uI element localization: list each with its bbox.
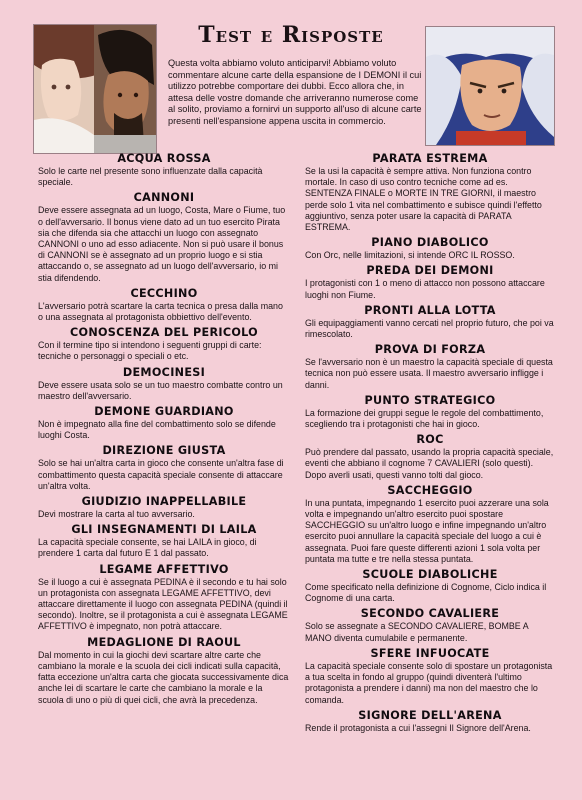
entry-title: DEMONE GUARDIANO: [94, 405, 234, 419]
entry-title: PROVA DI FORZA: [374, 343, 486, 357]
entry-text: Se la usi la capacità è sempre attiva. Non funziona contro mortale. In caso di uso contro tecniche come ad es. SENTENZA FINALE o MORTE IN TRE GIORNI, il maestro perde solo 1 vita nel combattimento e subisce quindi l'effetto aggiuntivo, senza poter usare la capacità di PARATA ESTREMA.: [305, 166, 542, 233]
entry-title: CECCHINO: [130, 286, 198, 300]
entry-gli-insegnamenti-di-laila: [38, 523, 290, 559]
entry-giudizio-inappellabile: [38, 495, 290, 520]
entry-saccheggio: [305, 484, 555, 565]
entry-title: GLI INSEGNAMENTI DI LAILA: [71, 523, 257, 537]
entry-title: DEMOCINESI: [122, 365, 206, 379]
entry-text: Deve essere assegnata ad un luogo, Costa, Mare o Fiume, tuo o dell'avversario. Il bonus viene dato ad un tuo esercito Pirata sia che difenda sia che attacchi un luogo con assegnato CANNONI o uno ad esso adiacente. Non si può usare il bonus di CANNONI se è assegnato ad un proprio luogo e si stia attaccando o, se assegnato ad un luogo dell'avversario, io mi stia difendendo.: [38, 205, 286, 283]
intro-paragraph: Questa volta abbiamo voluto anticiparvi! Abbiamo voluto commentare alcune carte della espansione de I DEMONI il cui utilizzo potrebbe comportare dei dubbi. Ecco allora che, in attesa delle vostre domande che arriveranno numerose come al solito, proviamo a fornirvi un supporto all'uso di alcune carte presenti nell'espansione appena uscita in commercio.: [168, 58, 422, 126]
entry-text: Solo le carte nel presente sono influenzate dalla capacità speciale.: [38, 166, 263, 188]
entry-text: La capacità speciale consente solo di spostare un protagonista a tua scelta in fondo al gruppo (quindi diventerà l'ultimo protagonista a prendere i danni) ma non del maestro che lo comanda.: [305, 660, 553, 705]
entry-title: PIANO DIABOLICO: [371, 236, 489, 250]
entry-text: Solo se assegnate a SECONDO CAVALIERE, BOMBE A MANO diventa cumulabile e permanente.: [305, 621, 529, 643]
entry-text: Solo se hai un'altra carta in gioco che consente un'altra fase di combattimento questa capacità speciale consente di attaccare un'altra volta.: [38, 458, 284, 491]
entry-text: In una puntata, impegnando 1 esercito puoi azzerare una sola volta e impegnando un'altro esercito puoi spostare SACCHEGGIO su un'altro luogo e infine impegnando un'altro esercito puoi annullare la capacità speciale del luogo a cui è assegnata. Puoi fare queste differenti azioni 1 sola volta per puntata ma tutte e tre nella stessa puntata.: [305, 497, 549, 564]
entry-title: PUNTO STRATEGICO: [364, 393, 496, 407]
portrait-right-illustration: [425, 26, 555, 146]
entry-cecchino: [38, 287, 290, 323]
entry-text: Gli equipaggiamenti vanno cercati nel proprio futuro, che poi va rimescolato.: [305, 317, 554, 340]
entry-pronti-alla-lotta: [305, 304, 555, 340]
entry-text: Con Orc, nelle limitazioni, si intende ORC IL ROSSO.: [305, 250, 515, 261]
entry-title: ROC: [416, 433, 444, 447]
entry-title: ACQUA ROSSA: [117, 152, 211, 165]
entry-demone-guardiano: [38, 405, 290, 441]
entry-title: PRONTI ALLA LOTTA: [364, 303, 496, 317]
entry-preda-dei-demoni: [305, 264, 555, 300]
entry-scuole-diaboliche: [305, 568, 555, 604]
entry-text: La capacità speciale consente, se hai LAILA in gioco, di prendere 1 carta dal futuro E 1 dal passato.: [38, 537, 257, 559]
entry-text: Può prendere dal passato, usando la propria capacità speciale, eventi che abbiano il cognome 7 CAVALIERI (solo questi). Dopo averli usati, questi vanno tolti dal gioco.: [305, 447, 554, 480]
entry-text: I protagonisti con 1 o meno di attacco non possono attaccare luoghi non Fiume.: [305, 278, 545, 300]
entry-text: Non è impegnato alla fine del combattimento solo se difende luoghi Costa.: [38, 419, 276, 441]
entry-title: CONOSCENZA DEL PERICOLO: [70, 326, 258, 340]
entry-punto-strategico: [305, 394, 555, 430]
entry-text: La formazione dei gruppi segue le regole del combattimento, scegliendo tra i protagonisti che hai in gioco.: [305, 407, 544, 430]
entry-sfere-infuocate: [305, 647, 555, 706]
entry-text: Devi mostrare la carta al tuo avversario.: [38, 509, 195, 520]
entry-title: SCUOLE DIABOLICHE: [362, 568, 498, 582]
right-column: [305, 152, 555, 737]
entry-text: Come specificato nella definizione di Cognome, Ciclo indica il Cognome di una carta.: [305, 582, 547, 604]
entry-title: SACCHEGGIO: [387, 483, 473, 497]
entry-text: Se il luogo a cui è assegnata PEDINA è il secondo e tu hai solo un protagonista con assegnata LEGAME AFFETTIVO, devi attaccare direttamente il luogo con assegnata PEDINA (quindi il secondo). Inoltre, se il protagonista a cui è assegnata LEGAME AFFETTIVO è impegnato, non potrà attaccare.: [38, 576, 288, 632]
entry-title: CANNONI: [133, 191, 195, 205]
entry-title: PREDA DEI DEMONI: [366, 264, 494, 278]
entry-legame-affettivo: [38, 563, 290, 633]
entry-text: L'avversario potrà scartare la carta tecnica o presa dalla mano o una assegnata al protagonista obbiettivo dell'evento.: [38, 300, 283, 323]
entry-parata-estrema: [305, 152, 555, 233]
entry-prova-di-forza: [305, 343, 555, 391]
entry-title: LEGAME AFFETTIVO: [99, 562, 229, 576]
entry-title: MEDAGLIONE DI RAOUL: [87, 635, 241, 649]
entry-signore-dell-arena: [305, 709, 555, 734]
entry-text: Dal momento in cui la giochi devi scartare altre carte che cambiano la morale e la scuola dei cicli indicati sulla capacità, fatta eccezione un'altra carta che giocata successivamente dica anche lei di scartare le carte che cambiano la morale e la scuola di uno o più di quei cicli, che avrà la precedenza.: [38, 649, 289, 705]
entry-text: Se l'avversario non è un maestro la capacità speciale di questa tecnica non può essere usata. Il maestro avversario infligge i danni.: [305, 357, 553, 390]
entry-title: SFERE INFUOCATE: [370, 646, 490, 660]
entry-text: Rende il protagonista a cui l'assegni Il Signore dell'Arena.: [305, 722, 531, 733]
entry-cannoni: [38, 191, 290, 283]
portrait-left-illustration: [33, 24, 157, 154]
entry-title: GIUDIZIO INAPPELLABILE: [81, 495, 247, 509]
entry-title: SIGNORE DELL'ARENA: [358, 708, 502, 722]
entry-acqua-rossa: [38, 152, 290, 188]
left-column: [38, 152, 290, 709]
entry-secondo-cavaliere: [305, 607, 555, 643]
entry-medaglione-di-raoul: [38, 636, 290, 706]
entry-text: Deve essere usata solo se un tuo maestro combatte contro un maestro dell'avversario.: [38, 379, 283, 401]
entry-text: Con il termine tipo si intendono i seguenti gruppi di carte: tecniche o personaggi o speciali o etc.: [38, 340, 262, 362]
entry-title: PARATA ESTREMA: [372, 152, 488, 165]
entry-title: DIREZIONE GIUSTA: [102, 444, 226, 458]
page-title: Test e Risposte: [198, 22, 384, 48]
entry-piano-diabolico: [305, 236, 555, 261]
entry-conoscenza-del-pericolo: [38, 326, 290, 362]
entry-democinesi: [38, 366, 290, 402]
entry-direzione-giusta: [38, 444, 290, 492]
entry-roc: [305, 433, 555, 481]
entry-title: SECONDO CAVALIERE: [360, 607, 500, 621]
